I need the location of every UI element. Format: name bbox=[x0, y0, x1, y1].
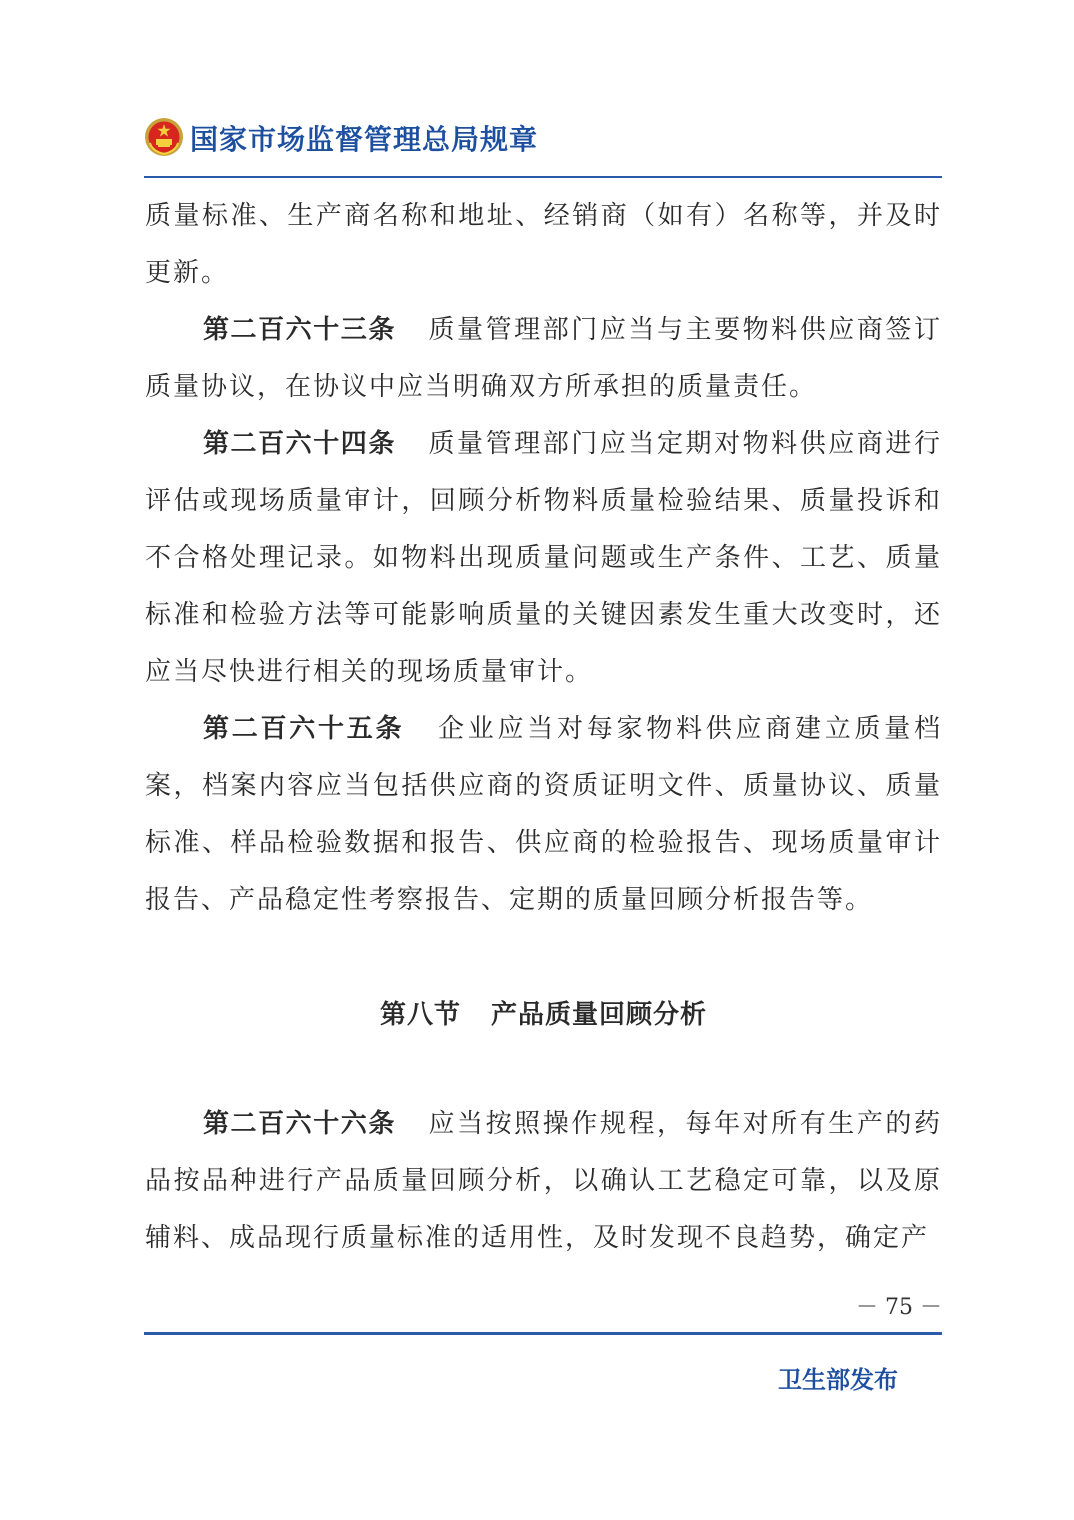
header-title: 国家市场监督管理总局规章 bbox=[190, 123, 539, 156]
section-title: 产品质量回顾分析 bbox=[491, 1000, 708, 1030]
publisher-label: 卫生部发布 bbox=[778, 1366, 898, 1394]
national-emblem-icon bbox=[144, 117, 184, 157]
article-number: 第二百六十三条 bbox=[203, 315, 396, 345]
article-number: 第二百六十四条 bbox=[203, 429, 396, 459]
article-263 bbox=[145, 302, 942, 416]
header-divider bbox=[144, 176, 942, 178]
section-heading bbox=[145, 994, 942, 1031]
article-text: 应当按照操作规程，每年对所有生产的药品按品种进行产品质量回顾分析，以确认工艺稳定可靠，以及原辅料、成品现行质量标准的适用性，及时发现不良趋势，确定产 bbox=[145, 1109, 942, 1253]
page-number: － 75 － bbox=[856, 1295, 942, 1320]
article-text: 质量管理部门应当定期对物料供应商进行评估或现场质量审计，回顾分析物料质量检验结果、质量投诉和不合格处理记录。如物料出现质量问题或生产条件、工艺、质量标准和检验方法等可能影响质量的关键因素发生重大改变时，还应当尽快进行相关的现场质量审计。 bbox=[145, 429, 942, 687]
article-number: 第二百六十五条 bbox=[203, 714, 405, 744]
article-266 bbox=[145, 1096, 942, 1267]
article-text: 质量管理部门应当与主要物料供应商签订质量协议，在协议中应当明确双方所承担的质量责任。 bbox=[145, 315, 942, 402]
section-number: 第八节 bbox=[379, 1000, 461, 1030]
document-body-continued bbox=[145, 1096, 942, 1267]
footer-divider bbox=[144, 1332, 942, 1335]
paragraph bbox=[145, 188, 942, 302]
paragraph-text: 质量标准、生产商名称和地址、经销商（如有）名称等，并及时更新。 bbox=[145, 201, 942, 288]
article-265 bbox=[145, 701, 942, 929]
document-body bbox=[145, 188, 942, 929]
article-number: 第二百六十六条 bbox=[203, 1109, 396, 1139]
article-264 bbox=[145, 416, 942, 701]
page-header bbox=[144, 114, 942, 162]
article-text: 企业应当对每家物料供应商建立质量档案，档案内容应当包括供应商的资质证明文件、质量协议、质量标准、样品检验数据和报告、供应商的检验报告、现场质量审计报告、产品稳定性考察报告、定期的质量回顾分析报告等。 bbox=[145, 714, 942, 915]
